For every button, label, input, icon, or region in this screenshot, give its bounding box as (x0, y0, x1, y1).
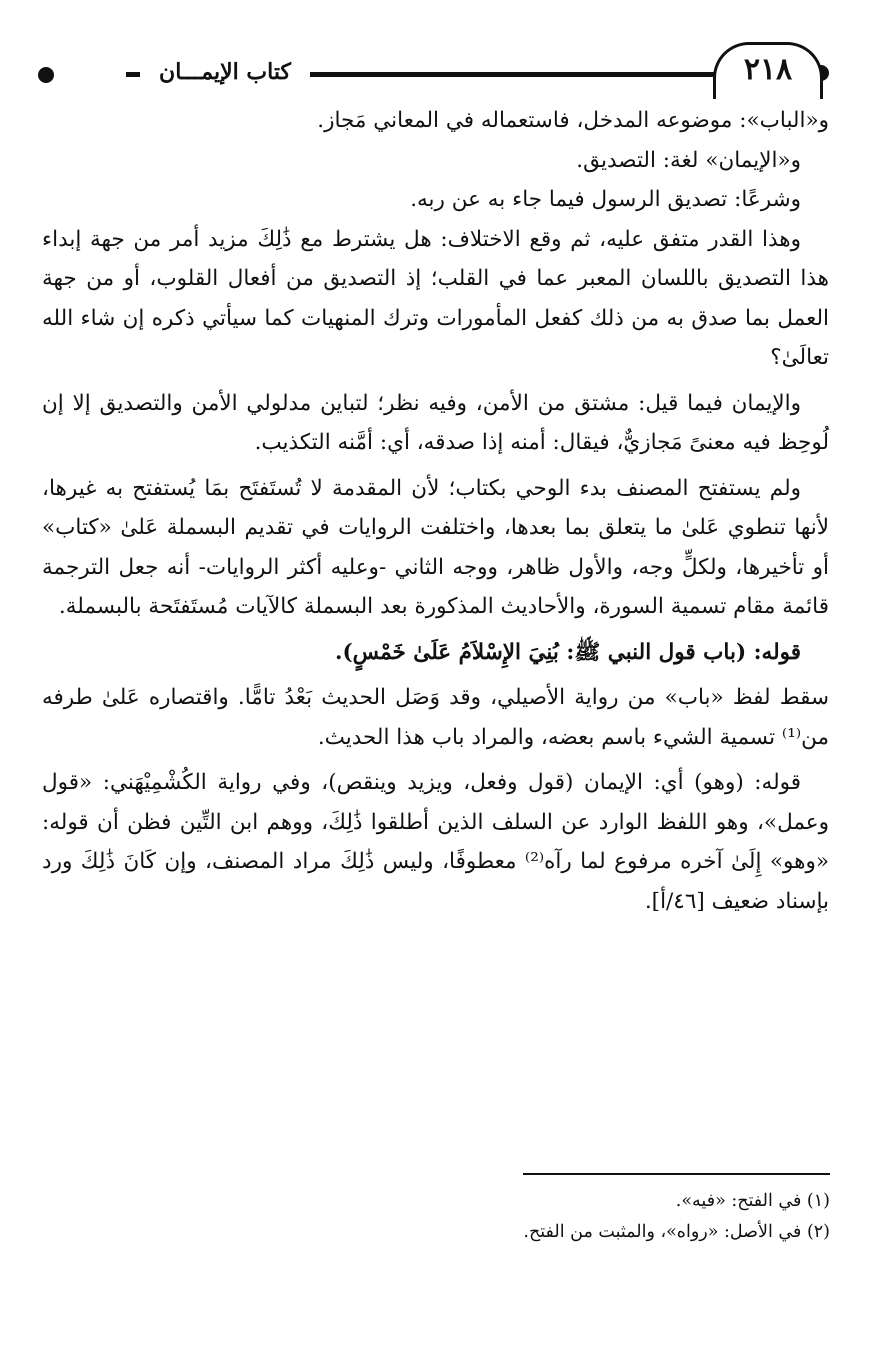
paragraph-basmala: ولم يستفتح المصنف بدء الوحي بكتاب؛ لأن المقدمة لا تُستَفتَح بمَا يُستفتح به غيرها، لأنها تنطوي عَلىٰ ما يتعلق بما بعدها، واختلفت الروايات في تقديم البسملة عَلىٰ «كتاب» أو تأخيرها، ولكلٍّ وجه، والأول ظاهر، ووجه الثاني -وعليه أكثر الروايات- أنه جعل الترجمة قائمة مقام تسمية السورة، والأحاديث المذكورة بعد البسملة كالآيات مُستَفتَحة بالبسملة. (42, 475, 829, 619)
main-text (42, 101, 829, 921)
footnote-2: (٢) في الأصل: «رواه»، والمثبت من الفتح. (523, 1222, 830, 1242)
paragraph-qawl-wa-fi-l: قوله: (وهو) أي: الإيمان (قول وفعل، ويزيد وينقص)، وفي رواية الكُشْمِيْهَني: «قول وعمل»، وهو اللفظ الوارد عن السلف الذين أطلقوا ذَٰلِكَ، ووهم ابن التِّين فظن أن قوله: «وهو» إِلَىٰ آخره مرفوع لما رآه⁽²⁾ معطوفًا، وليس ذَٰلِكَ مراد المصنف، وإن كَانَ ذَٰلِكَ ورد بإسناد ضعيف [٤٦/أ]. (42, 770, 830, 914)
paragraph-iman-legal: وشرعًا: تصديق الرسول فيما جاء به عن ربه. (410, 187, 801, 212)
bullet-dot-left (38, 67, 54, 83)
chapter-title: كتاب الإيمـــان (140, 54, 310, 90)
paragraph-derivation: والإيمان فيما قيل: مشتق من الأمن، وفيه نظر؛ لتباين مدلولي الأمن والتصديق إلا إن لُوحِظ فيه معنىً مَجازيٌّ، فيقال: أمنه إذا صدقه، أي: أمَّنه التكذيب. (42, 390, 829, 455)
footnotes (300, 1186, 830, 1248)
footnote-1: (١) في الفتح: «فيه». (675, 1191, 830, 1211)
paragraph-disagreement: وهذا القدر متفق عليه، ثم وقع الاختلاف: هل يشترط مع ذَٰلِكَ مزيد أمر من جهة إبداء هذا التصديق باللسان المعبر عما في القلب؛ إذ التصديق من أفعال القلوب، أو من جهة العمل بما صدق به من ذلك كفعل المأمورات وترك المنهيات كما سيأتي ذكره إن شاء الله تعالَىٰ؟ (42, 226, 829, 370)
paragraph-bab-definition: و«الباب»: موضوعه المدخل، فاستعماله في المعاني مَجاز. (317, 108, 829, 133)
paragraph-bab-commentary: سقط لفظ «باب» من رواية الأصيلي، وقد وَصَل الحديث بَعْدُ تامًّا. واقتصاره عَلىٰ طرفه من⁽¹⁾ تسمية الشيء باسم بعضه، والمراد باب هذا الحديث. (42, 685, 829, 750)
footnote-rule (523, 1173, 830, 1175)
paragraph-iman-linguistic: و«الإيمان» لغة: التصديق. (576, 147, 801, 173)
page-number: ٢١٨ (743, 52, 793, 87)
page-header (30, 40, 830, 100)
paragraph-bab-heading: قوله: (باب قول النبي ﷺ: بُنِيَ الإِسْلاَمُ عَلَىٰ خَمْسٍ). (335, 639, 801, 665)
page-number-frame (713, 42, 823, 99)
